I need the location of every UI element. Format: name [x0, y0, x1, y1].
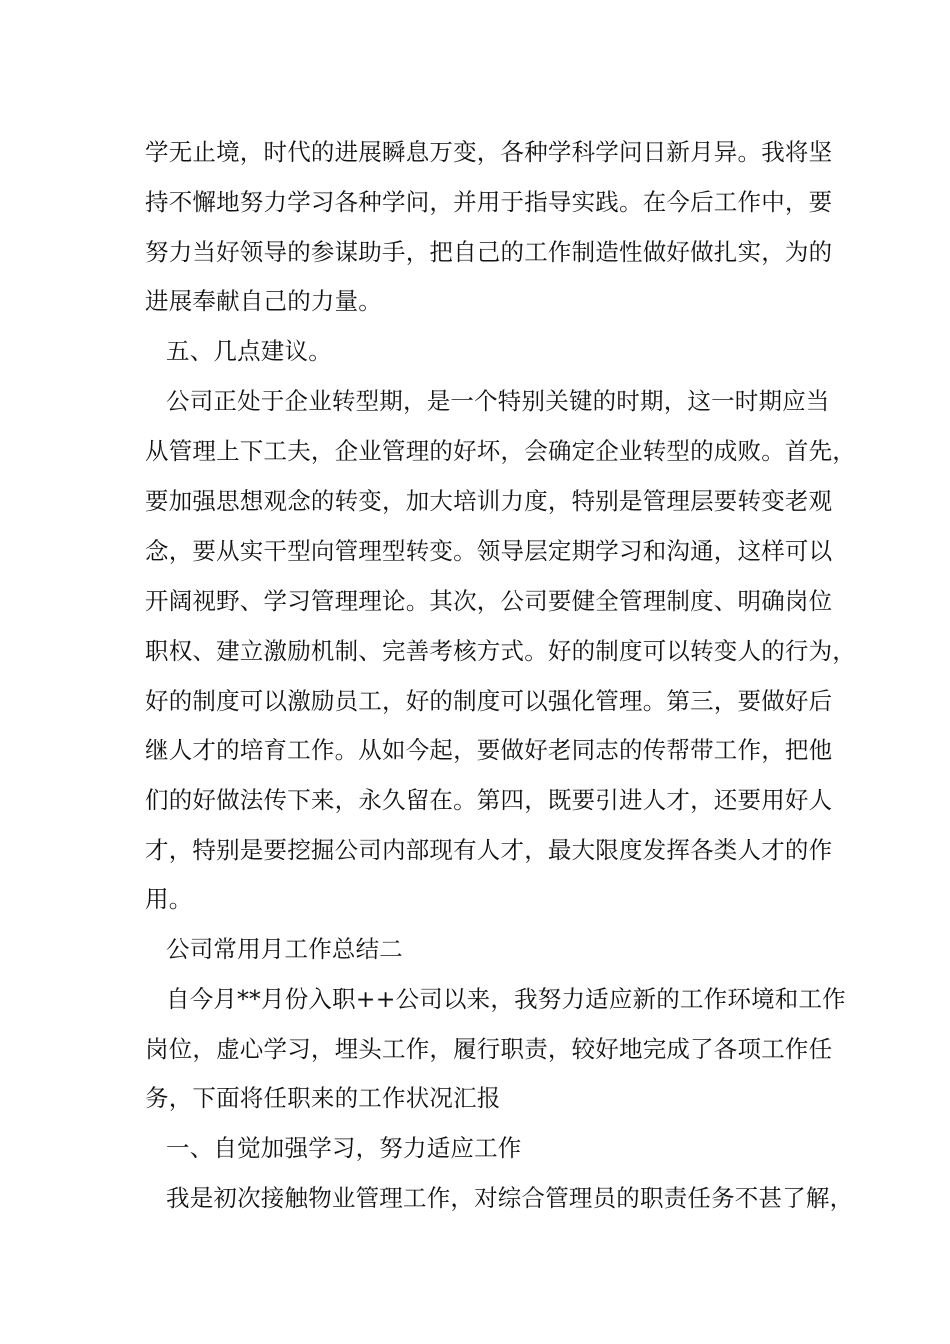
- section-heading: 一、自觉加强学习，努力适应工作: [166, 1134, 522, 1162]
- paragraph-line: 念，要从实干型向管理型转变。领导层定期学习和沟通，这样可以: [145, 537, 833, 565]
- paragraph-line: 务，下面将任职来的工作状况汇报: [145, 1084, 501, 1112]
- paragraph-line: 进展奉献自己的力量。: [145, 287, 382, 315]
- paragraph-line: 好的制度可以激励员工，好的制度可以强化管理。第三，要做好后: [145, 687, 833, 715]
- section-heading: 五、几点建议。: [166, 337, 332, 365]
- paragraph-line: 我是初次接触物业管理工作，对综合管理员的职责任务不甚了解，: [166, 1184, 854, 1212]
- paragraph-line: 们的好做法传下来，永久留在。第四，既要引进人才，还要用好人: [145, 786, 833, 814]
- paragraph-line: 职权、建立激励机制、完善考核方式。好的制度可以转变人的行为，: [145, 637, 856, 665]
- paragraph-line: 从管理上下工夫，企业管理的好坏，会确定企业转型的成败。首先，: [145, 437, 856, 465]
- paragraph-line: 公司正处于企业转型期，是一个特别关键的时期，这一时期应当: [166, 387, 830, 415]
- paragraph-line: 努力当好领导的参谋助手，把自己的工作制造性做好做扎实，为的: [145, 238, 833, 266]
- paragraph-line: 要加强思想观念的转变，加大培训力度，特别是管理层要转变老观: [145, 487, 833, 515]
- paragraph-line: 才，特别是要挖掘公司内部现有人才，最大限度发挥各类人才的作: [145, 836, 833, 864]
- paragraph-line: 自今月**月份入职++公司以来，我努力适应新的工作环境和工作: [166, 985, 846, 1013]
- paragraph-line: 学无止境，时代的进展瞬息万变，各种学科学问日新月异。我将坚: [145, 138, 833, 166]
- paragraph-line: 继人才的培育工作。从如今起，要做好老同志的传帮带工作，把他: [145, 736, 833, 764]
- paragraph-line: 持不懈地努力学习各种学问，并用于指导实践。在今后工作中，要: [145, 188, 833, 216]
- paragraph-line: 开阔视野、学习管理理论。其次，公司要健全管理制度、明确岗位: [145, 587, 833, 615]
- paragraph-line: 用。: [145, 885, 193, 913]
- paragraph-line: 岗位，虚心学习，埋头工作，履行职责，较好地完成了各项工作任: [145, 1035, 833, 1063]
- section-title: 公司常用月工作总结二: [166, 935, 403, 963]
